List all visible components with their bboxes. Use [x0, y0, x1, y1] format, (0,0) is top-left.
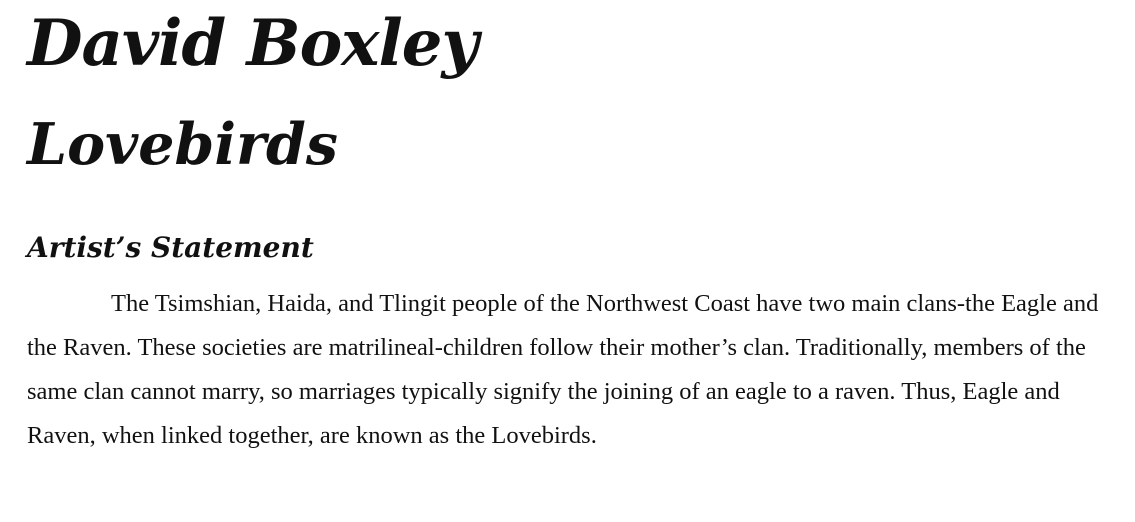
section-heading: Artist’s Statement [27, 231, 314, 264]
statement-paragraph: The Tsimshian, Haida, and Tlingit people of the Northwest Coast have two main clans-the Eagle and the Raven. These societies are matrilineal-children follow their mother’s clan. Traditionally, members of the same clan cannot marry, so marriages typically signify the joining of an eagle to a raven. Thus, Eagle and Raven, when linked together, are known as the Lovebirds. [27, 290, 1099, 449]
artwork-title: Lovebirds [27, 111, 338, 178]
artist-name: David Boxley [27, 6, 478, 81]
